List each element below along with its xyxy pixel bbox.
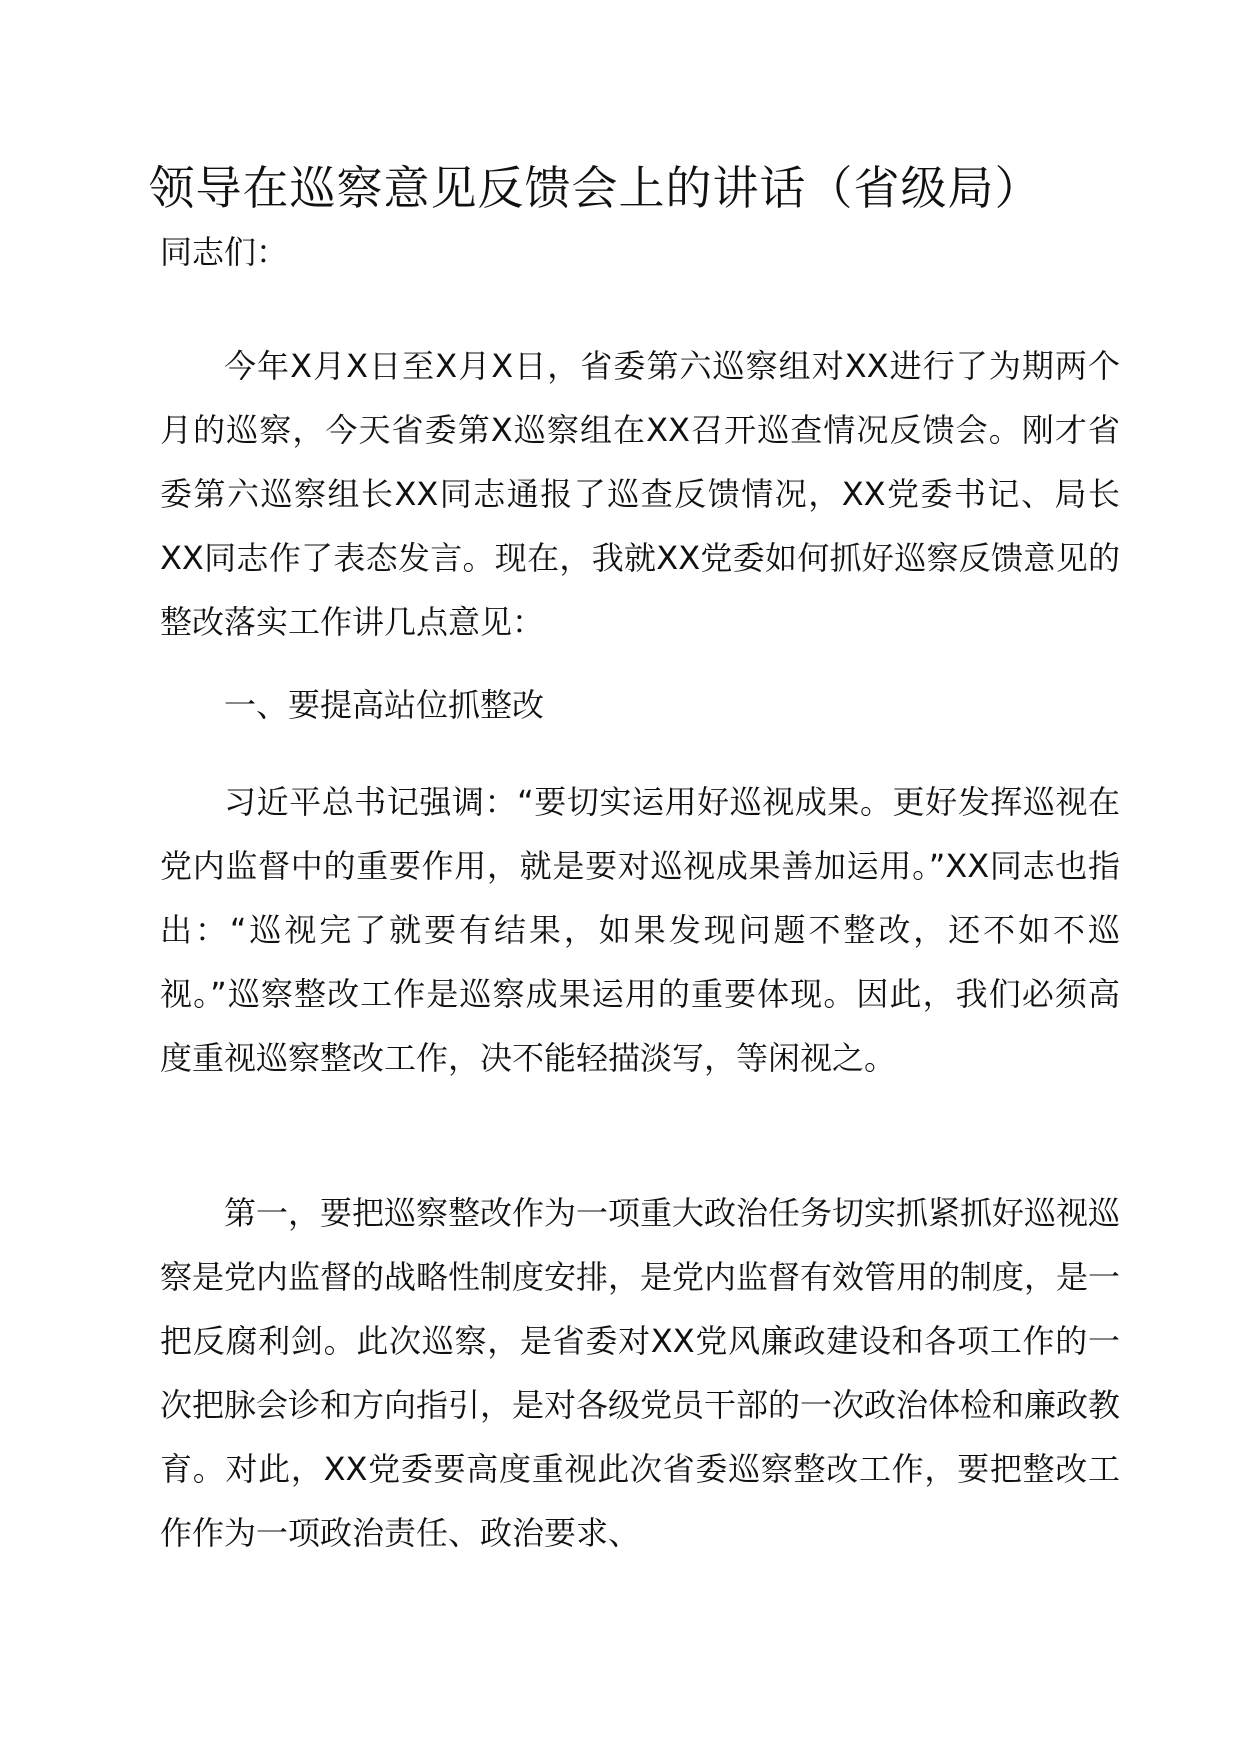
- salutation: 同志们：: [160, 233, 289, 271]
- paragraph-opening: 今年X月X日至X月X日，省委第六巡察组对XX进行了为期两个月的巡察，今天省委第X巡察组在XX召开巡查情况反馈会。刚才省委第六巡察组长XX同志通报了巡查反馈情况，XX党委书记、局长XX同志作了表态发言。现在，我就XX党委如何抓好巡察反馈意见的整改落实工作讲几点意见：: [160, 347, 1120, 641]
- paragraph-first-point: 第一，要把巡察整改作为一项重大政治任务切实抓紧抓好巡视巡察是党内监督的战略性制度安排，是党内监督有效管用的制度，是一把反腐利剑。此次巡察，是省委对XX党风廉政建设和各项工作的一次把脉会诊和方向指引，是对各级党员干部的一次政治体检和廉政教育。对此，XX党委要高度重视此次省委巡察整改工作，要把整改工作作为一项政治责任、政治要求、: [160, 1194, 1121, 1552]
- section-heading-1: 一、要提高站位抓整改: [224, 686, 545, 724]
- paragraph-quote: 习近平总书记强调：“要切实运用好巡视成果。更好发挥巡视在党内监督中的重要作用，就是要对巡视成果善加运用。”XX同志也指出：“巡视完了就要有结果，如果发现问题不整改，还不如不巡视。”巡察整改工作是巡察成果运用的重要体现。因此，我们必须高度重视巡察整改工作，决不能轻描淡写，等闲视之。: [160, 783, 1120, 1077]
- document-title: 领导在巡察意见反馈会上的讲话（省级局）: [148, 161, 1042, 215]
